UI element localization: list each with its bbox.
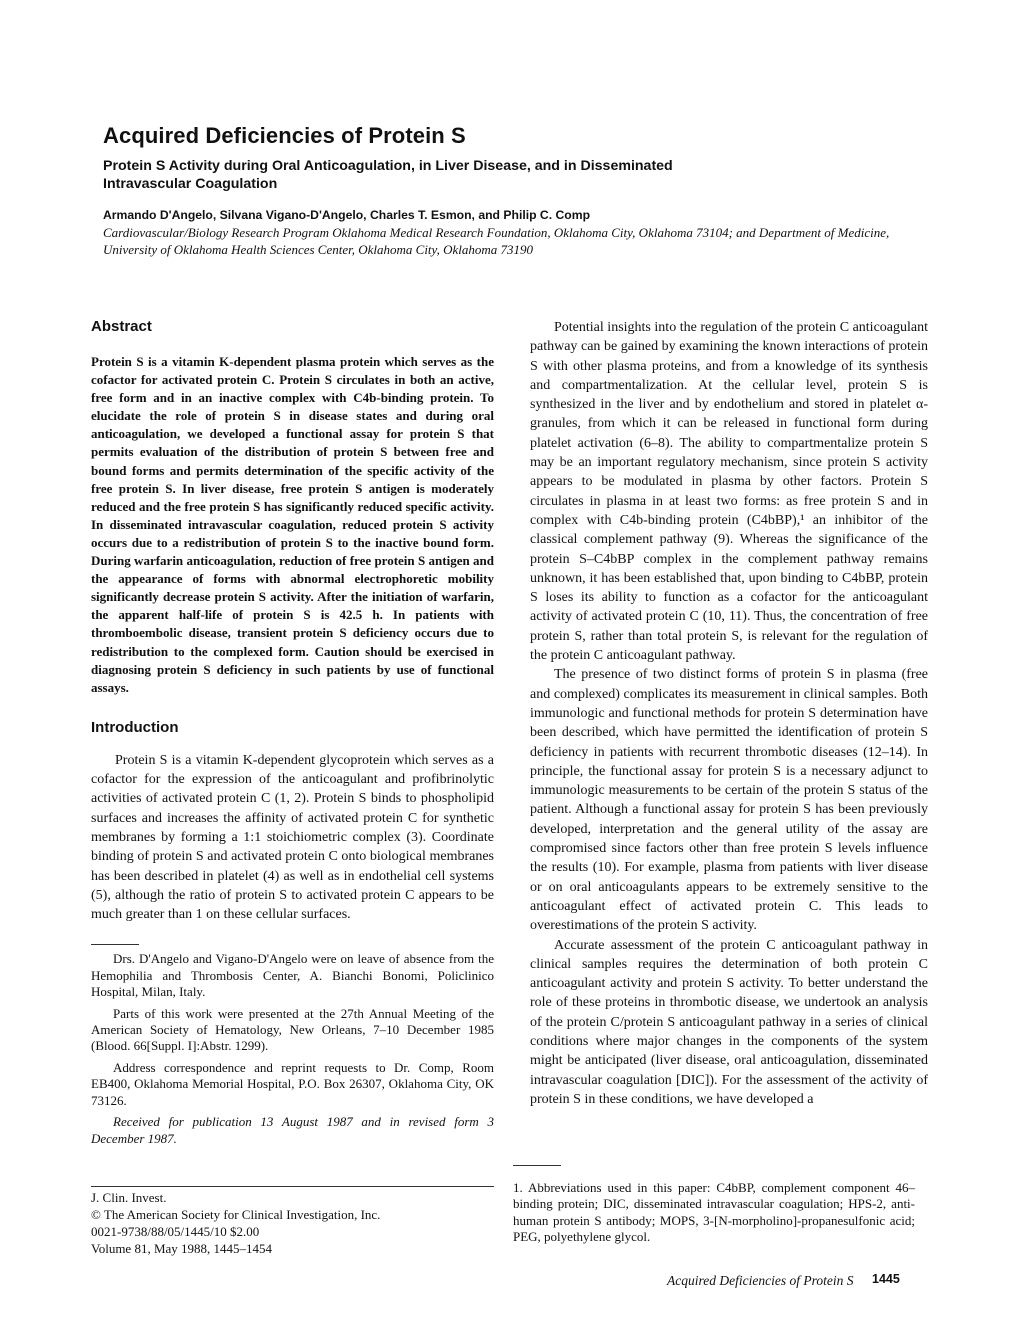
- abstract-heading: Abstract: [91, 318, 152, 335]
- footnote-rule-right: [513, 1165, 561, 1166]
- introduction-paragraph: Protein S is a vitamin K-dependent glycoprotein which serves as a cofactor for the expression of the anticoagulant and profibrinolytic activities of activated protein C (1, 2). Protein S binds to phospholipid surfaces and increases the affinity of activated protein C for synthetic membranes by forming a 1:1 stoichiometric complex (3). Coordinate binding of protein S and activated protein C onto biological membranes has been described in platelet (4) as well as in endothelial cell systems (5), although the ratio of protein S to activated protein C appears to be much greater than 1 on these cellular surfaces.: [91, 752, 494, 923]
- left-column: [91, 318, 494, 1147]
- footnote-presented: Parts of this work were presented at the 27th Annual Meeting of the American Society of Hematology, New Orleans, 7–10 December 1985 (Blood. 66[Suppl. I]:Abstr. 1299).: [91, 1005, 494, 1054]
- footnote-rule: [91, 944, 139, 945]
- author-affiliation: Cardiovascular/Biology Research Program Oklahoma Medical Research Foundation, Oklahoma City, Oklahoma 73104; and Department of Medicine, University of Oklahoma Health Sciences Center, Oklahoma City, Oklahoma 73190: [103, 225, 890, 257]
- footnote-received: Received for publication 13 August 1987 and in revised form 3 December 1987.: [91, 1114, 494, 1146]
- footnote-address: Address correspondence and reprint requests to Dr. Comp, Room EB400, Oklahoma Memorial Hospital, P.O. Box 26307, Oklahoma City, OK 73126.: [91, 1059, 494, 1108]
- author-list: Armando D'Angelo, Silvana Vigano-D'Angelo, Charles T. Esmon, and Philip C. Comp: [103, 208, 591, 222]
- running-footer: Acquired Deficiencies of Protein S: [667, 1273, 854, 1288]
- journal-citation: [91, 1186, 494, 1257]
- right-column: [530, 318, 928, 1109]
- footnote-leave: Drs. D'Angelo and Vigano-D'Angelo were on leave of absence from the Hemophilia and Thrombosis Center, A. Bianchi Bonomi, Policlinico Hospital, Milan, Italy.: [91, 951, 494, 1000]
- right-paragraph-2: The presence of two distinct forms of protein S in plasma (free and complexed) complicates its measurement in clinical samples. Both immunologic and functional methods for protein S determination have been described, which have permitted the identification of protein S deficiency in patients with recurrent thrombotic diseases (12–14). In principle, the functional assay for protein S is a necessary adjunct to immunologic measurements to be certain of the protein S status of the patient. Although a functional assay for protein S has been previously developed, interpretation and the general utility of the assay are compromised since factors other than free protein S levels influence the results (10). For example, plasma from patients with liver disease or on oral anticoagulants appears to be extremely sensitive to the anticoagulant effect of activated protein C. This leads to overestimations of the protein S activity.: [530, 667, 928, 934]
- citation-journal: J. Clin. Invest.: [91, 1190, 167, 1205]
- article-title: Acquired Deficiencies of Protein S: [103, 123, 466, 148]
- article-subtitle: Protein S Activity during Oral Anticoagulation, in Liver Disease, and in Disseminated Intravascular Coagulation: [103, 158, 673, 192]
- abstract-text: Protein S is a vitamin K-dependent plasma protein which serves as the cofactor for activated protein C. Protein S circulates in both an active, free form and in an inactive complex with C4b-binding protein. To elucidate the role of protein S in disease states and during oral anticoagulation, we developed a functional assay for protein S that permits evaluation of the distribution of protein S between free and bound forms and permits determination of the specific activity of the free protein S. In liver disease, free protein S antigen is moderately reduced and the free protein S has significantly reduced specific activity. In disseminated intravascular coagulation, reduced protein S activity occurs due to a redistribution of protein S to the inactive bound form. During warfarin anticoagulation, reduction of free protein S antigen and the appearance of forms with abnormal electrophoretic mobility significantly decrease protein S activity. After the initiation of warfarin, the apparent half-life of protein S is 42.5 h. In patients with thromboembolic disease, transient protein S deficiency occurs due to redistribution to the complexed form. Caution should be exercised in diagnosing protein S deficiency in such patients by use of functional assays.: [91, 354, 494, 695]
- left-footnotes: [91, 951, 494, 1146]
- right-paragraph-3: Accurate assessment of the protein C anticoagulant pathway in clinical samples requires the determination of both protein C anticoagulant activity and protein S activity. To better understand the role of these proteins in thrombotic disease, we undertook an analysis of the protein C/protein S anticoagulant pathway in a series of clinical conditions where major changes in the components of the system might be anticipated (liver disease, oral anticoagulation, disseminated intravascular coagulation [DIC]). For the assessment of the activity of protein S in these conditions, we have developed a: [530, 937, 928, 1107]
- introduction-heading: Introduction: [91, 718, 179, 736]
- right-paragraph-1: Potential insights into the regulation of the protein C anticoagulant pathway can be gained by examining the known interactions of protein S with other plasma proteins, and from a knowledge of its synthesis and compartmentalization. At the cellular level, protein S is synthesized in the liver and by endothelium and stored in platelet α-granules, from which it can be released in functional form during platelet activation (6–8). The ability to compartmentalize protein S may be an important regulatory mechanism, since protein S activity appears to be modulated in plasma by other factors. Protein S circulates in plasma in at least two forms: as free protein S and in complex with C4b-binding protein (C4bBP),¹ an inhibitor of the classical complement pathway (9). Whereas the significance of the protein S–C4bBP complex in the complement pathway remains unknown, it has been established that, upon binding to C4bBP, protein S loses its ability to function as a cofactor for the anticoagulant activity of activated protein C (10, 11). Thus, the concentration of free protein S, rather than total protein S, is relevant for the regulation of the protein C anticoagulant pathway.: [530, 320, 928, 664]
- abbreviations-footnote: 1. Abbreviations used in this paper: C4bBP, complement component 46–binding protein; DIC, disseminated intravascular coagulation; HPS-2, anti-human protein S antibody; MOPS, 3-[N-morpholino]-propanesulfonic acid; PEG, polyethylene glycol.: [513, 1180, 915, 1245]
- citation-code: 0021-9738/88/05/1445/10 $2.00: [91, 1224, 260, 1239]
- right-footnote-block: [513, 1165, 915, 1246]
- citation-copyright: © The American Society for Clinical Investigation, Inc.: [91, 1207, 381, 1222]
- citation-volume: Volume 81, May 1988, 1445–1454: [91, 1241, 273, 1256]
- page-number: 1445: [872, 1272, 900, 1286]
